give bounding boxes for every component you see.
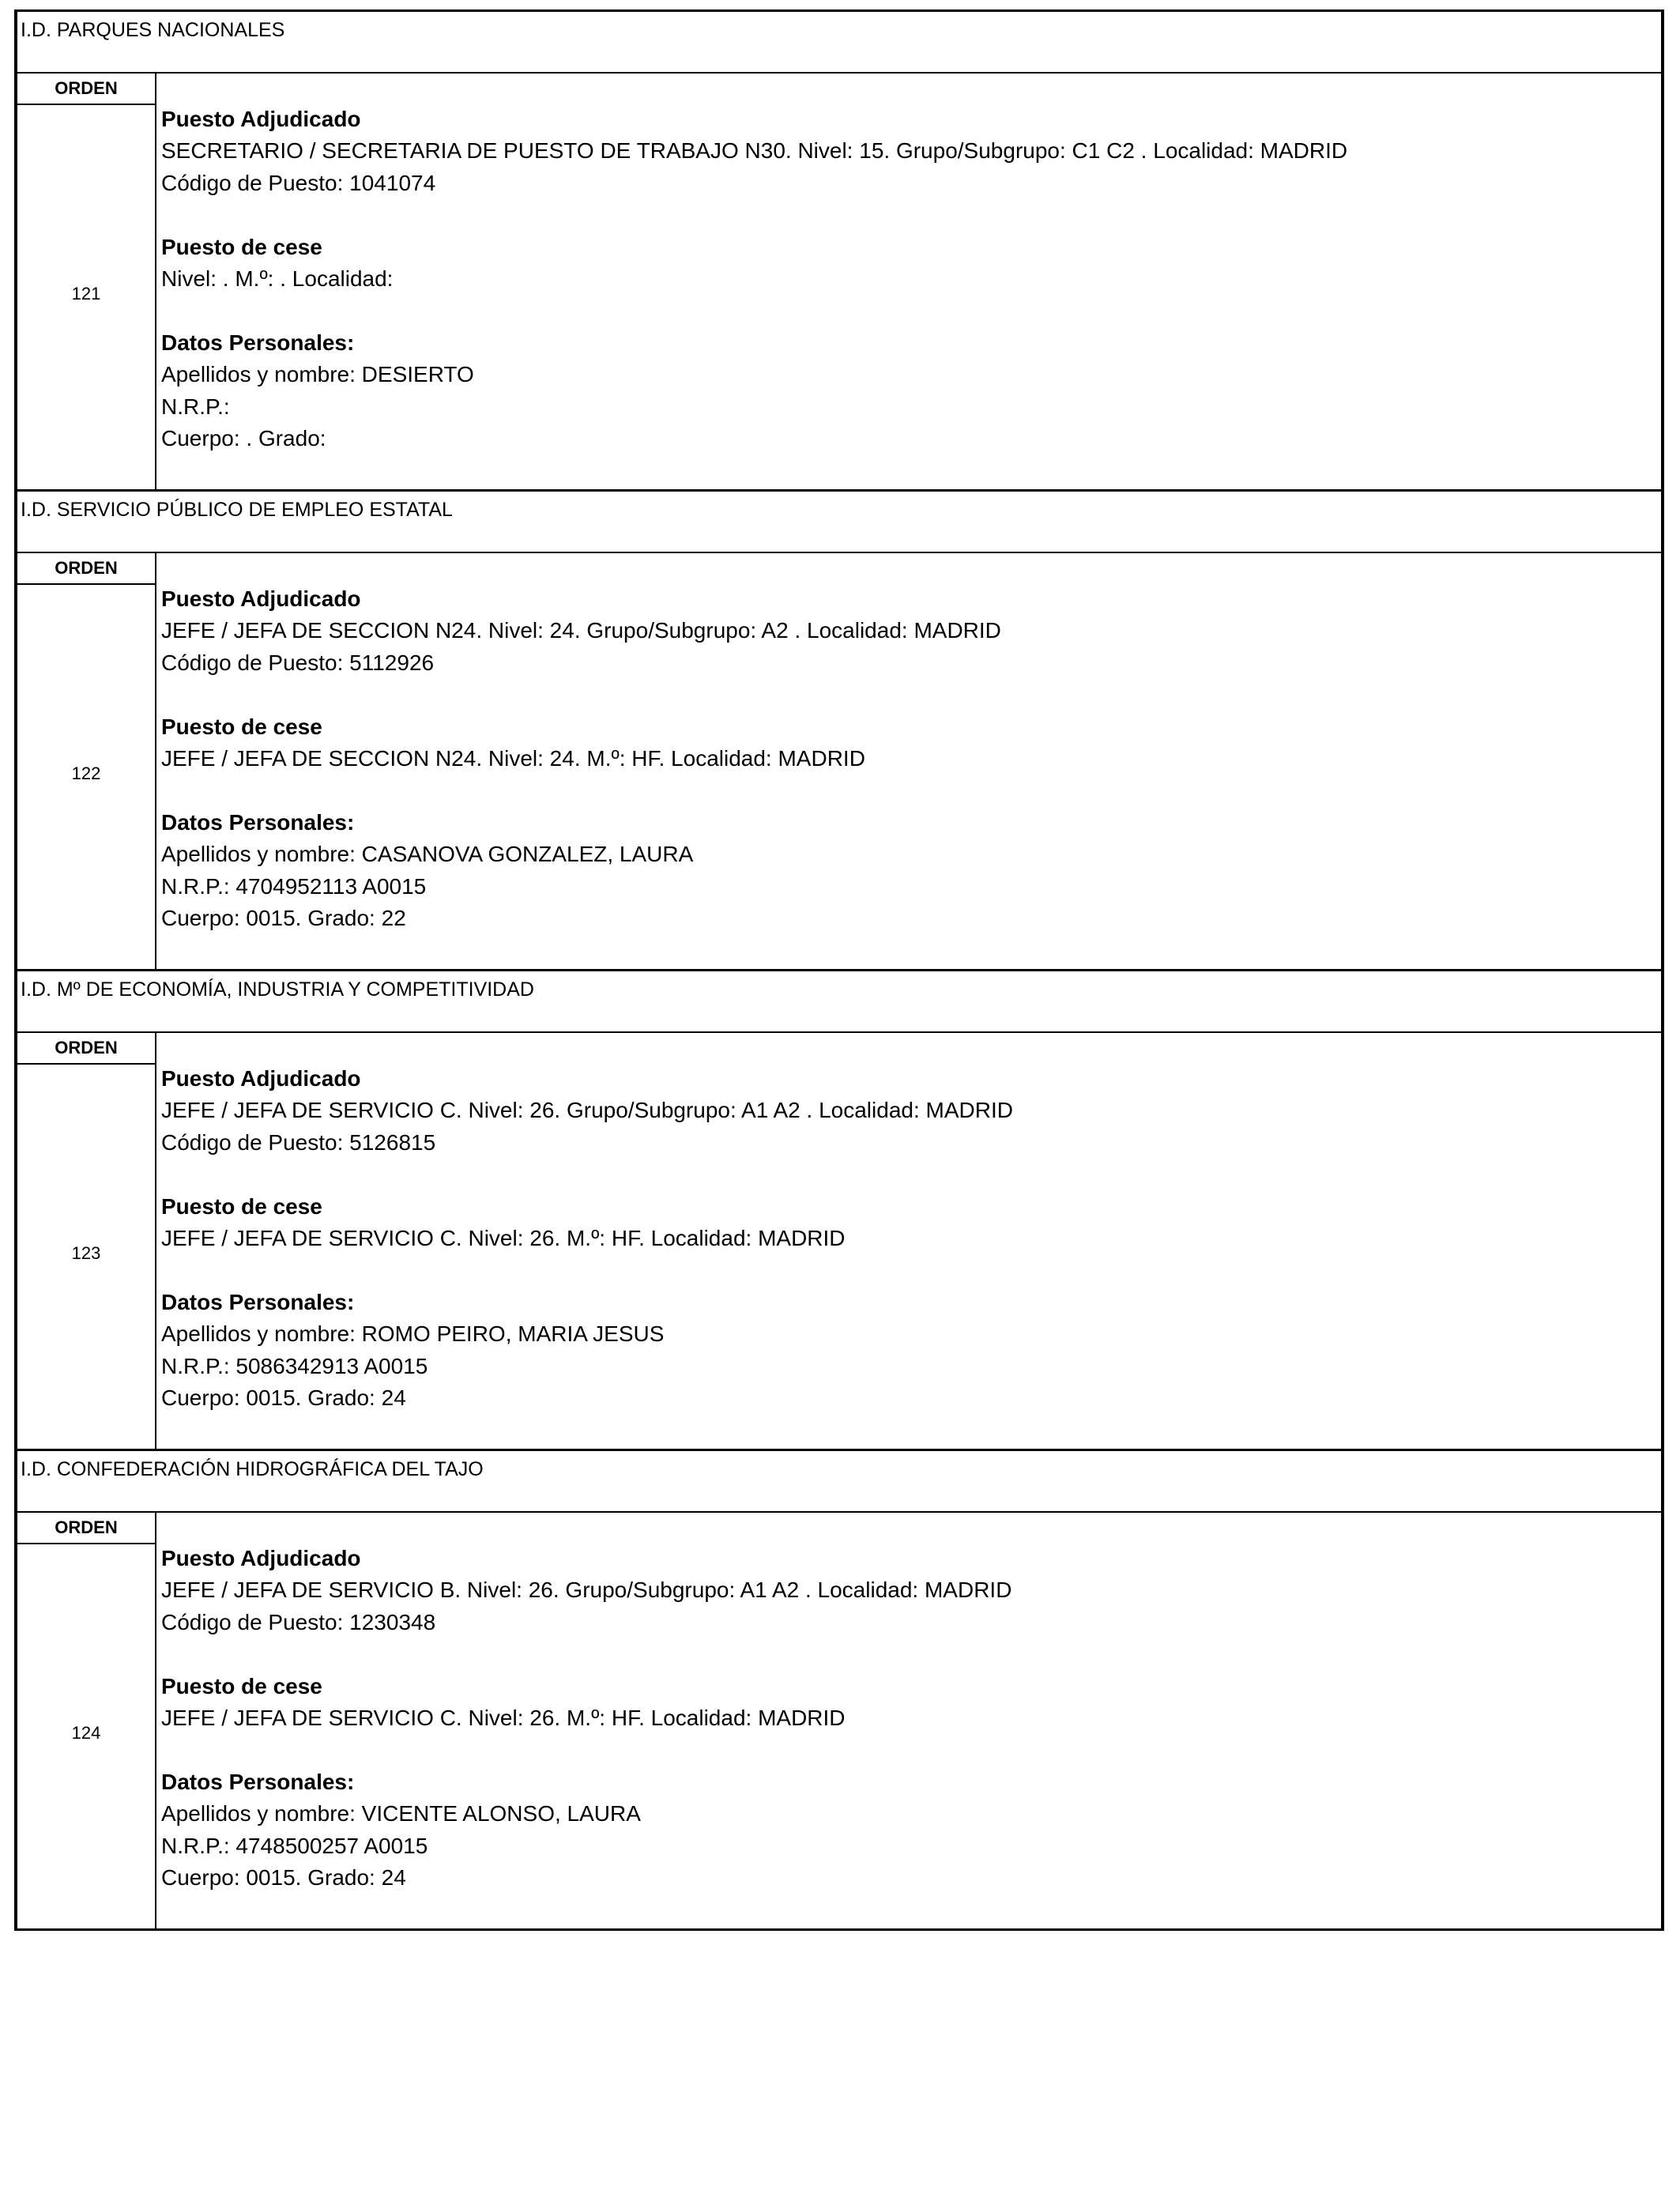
puesto-adjudicado-line: JEFE / JEFA DE SERVICIO C. Nivel: 26. Grupo/Subgrupo: A1 A2 . Localidad: MADRID [161, 1098, 1013, 1123]
section-parques-nacionales [17, 12, 1661, 492]
apellidos-nombre: Apellidos y nombre: DESIERTO [161, 362, 474, 387]
entry-row [17, 1513, 1661, 1928]
cuerpo-grado: Cuerpo: . Grado: [161, 426, 326, 451]
cuerpo-grado: Cuerpo: 0015. Grado: 22 [161, 906, 406, 931]
document-table [14, 9, 1664, 1931]
datos-personales-title: Datos Personales: [161, 809, 355, 835]
orden-number: 121 [71, 284, 101, 303]
apellidos-nombre: Apellidos y nombre: ROMO PEIRO, MARIA JESUS [161, 1321, 665, 1347]
puesto-adjudicado-title: Puesto Adjudicado [161, 107, 361, 131]
section-economia [17, 971, 1661, 1451]
section-servicio-publico-empleo [17, 492, 1661, 971]
section-header: I.D. Mº DE ECONOMÍA, INDUSTRIA Y COMPETITIVIDAD [17, 971, 1661, 1033]
puesto-cese-line: JEFE / JEFA DE SERVICIO C. Nivel: 26. M.º: HF. Localidad: MADRID [161, 1226, 846, 1251]
detail-column [156, 1513, 1661, 1928]
datos-personales-title: Datos Personales: [161, 330, 355, 355]
orden-number: 124 [71, 1723, 101, 1743]
entry-row [17, 553, 1661, 969]
entry-row [17, 74, 1661, 489]
puesto-cese-line: Nivel: . M.º: . Localidad: [161, 266, 394, 292]
datos-personales-title: Datos Personales: [161, 1289, 355, 1314]
entry-row [17, 1033, 1661, 1449]
datos-personales-title: Datos Personales: [161, 1769, 355, 1794]
puesto-adjudicado-line: SECRETARIO / SECRETARIA DE PUESTO DE TRABAJO N30. Nivel: 15. Grupo/Subgrupo: C1 C2 . Localidad: MADRID [161, 138, 1348, 164]
nrp: N.R.P.: [161, 394, 230, 419]
puesto-cese-line: JEFE / JEFA DE SERVICIO C. Nivel: 26. M.º: HF. Localidad: MADRID [161, 1706, 846, 1731]
puesto-cese-title: Puesto de cese [161, 714, 322, 739]
puesto-adjudicado-title: Puesto Adjudicado [161, 1546, 361, 1570]
nrp: N.R.P.: 5086342913 A0015 [161, 1353, 428, 1378]
orden-label: ORDEN [17, 553, 155, 585]
codigo-puesto: Código de Puesto: 5126815 [161, 1129, 436, 1155]
nrp: N.R.P.: 4704952113 A0015 [161, 873, 427, 899]
orden-column [17, 1513, 156, 1928]
puesto-cese-line: JEFE / JEFA DE SECCION N24. Nivel: 24. M.º: HF. Localidad: MADRID [161, 746, 865, 771]
orden-number: 122 [71, 763, 101, 783]
apellidos-nombre: Apellidos y nombre: CASANOVA GONZALEZ, LAURA [161, 842, 694, 867]
section-confederacion-tajo [17, 1451, 1661, 1931]
puesto-cese-title: Puesto de cese [161, 1193, 322, 1219]
puesto-adjudicado-title: Puesto Adjudicado [161, 1066, 361, 1091]
orden-column [17, 1033, 156, 1449]
puesto-cese-title: Puesto de cese [161, 234, 322, 259]
orden-label: ORDEN [17, 1033, 155, 1065]
apellidos-nombre: Apellidos y nombre: VICENTE ALONSO, LAURA [161, 1801, 641, 1826]
puesto-cese-title: Puesto de cese [161, 1673, 322, 1698]
puesto-adjudicado-line: JEFE / JEFA DE SECCION N24. Nivel: 24. Grupo/Subgrupo: A2 . Localidad: MADRID [161, 618, 1001, 643]
orden-label: ORDEN [17, 1513, 155, 1544]
puesto-adjudicado-title: Puesto Adjudicado [161, 586, 361, 611]
puesto-adjudicado-line: JEFE / JEFA DE SERVICIO B. Nivel: 26. Grupo/Subgrupo: A1 A2 . Localidad: MADRID [161, 1578, 1012, 1603]
section-header: I.D. SERVICIO PÚBLICO DE EMPLEO ESTATAL [17, 492, 1661, 553]
detail-column [156, 553, 1661, 969]
nrp: N.R.P.: 4748500257 A0015 [161, 1833, 428, 1858]
detail-column [156, 74, 1661, 489]
codigo-puesto: Código de Puesto: 1041074 [161, 170, 436, 195]
orden-column [17, 74, 156, 489]
cuerpo-grado: Cuerpo: 0015. Grado: 24 [161, 1385, 406, 1411]
orden-label: ORDEN [17, 74, 155, 105]
cuerpo-grado: Cuerpo: 0015. Grado: 24 [161, 1865, 406, 1891]
section-header: I.D. PARQUES NACIONALES [17, 12, 1661, 74]
detail-column [156, 1033, 1661, 1449]
orden-column [17, 553, 156, 969]
section-header: I.D. CONFEDERACIÓN HIDROGRÁFICA DEL TAJO [17, 1451, 1661, 1513]
codigo-puesto: Código de Puesto: 5112926 [161, 650, 435, 675]
orden-number: 123 [71, 1243, 101, 1263]
codigo-puesto: Código de Puesto: 1230348 [161, 1609, 436, 1634]
